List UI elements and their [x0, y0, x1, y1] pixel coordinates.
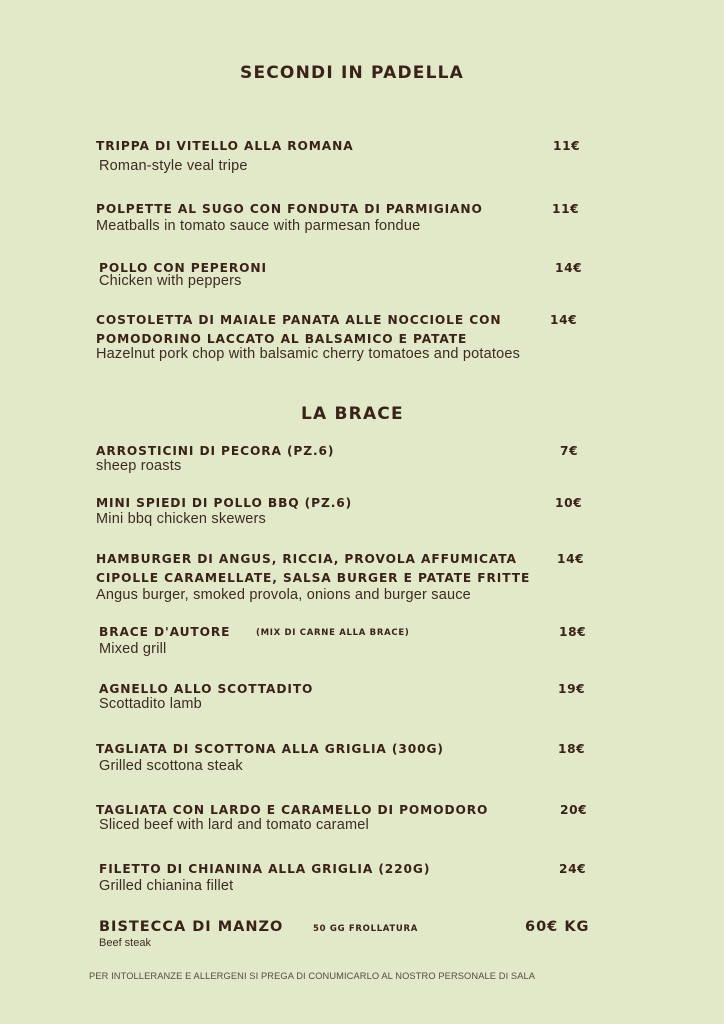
- menu-item-price: 11€: [552, 202, 580, 216]
- menu-item-price: 14€: [557, 552, 585, 566]
- menu-item-desc: Chicken with peppers: [99, 273, 242, 289]
- menu-item-desc: Sliced beef with lard and tomato caramel: [99, 817, 369, 833]
- menu-item-name: COSTOLETTA DI MAIALE PANATA ALLE NOCCIOLE CON: [96, 313, 502, 327]
- menu-item-price: 24€: [559, 862, 587, 876]
- menu-item-name: POLPETTE AL SUGO CON FONDUTA DI PARMIGIANO: [96, 202, 483, 216]
- menu-item-desc: Grilled chianina fillet: [99, 878, 234, 894]
- menu-item-name: TAGLIATA DI SCOTTONA ALLA GRIGLIA (300G): [96, 742, 444, 756]
- menu-item-price: 60€ KG: [525, 919, 590, 935]
- menu-item-name: AGNELLO ALLO SCOTTADITO: [99, 682, 314, 696]
- menu-item-price: 10€: [555, 496, 583, 510]
- menu-item-desc: Grilled scottona steak: [99, 758, 243, 774]
- menu-item-price: 14€: [555, 261, 583, 275]
- menu-item-price: 14€: [550, 313, 578, 327]
- menu-item-price: 11€: [553, 139, 581, 153]
- menu-item-desc: sheep roasts: [96, 458, 182, 474]
- menu-item-price: 18€: [559, 625, 587, 639]
- menu-item-note: 50 GG FROLLATURA: [313, 924, 419, 934]
- menu-item-name: BISTECCA DI MANZO: [99, 919, 284, 935]
- menu-item-desc: Meatballs in tomato sauce with parmesan fondue: [96, 218, 421, 234]
- menu-item-price: 20€: [560, 803, 588, 817]
- section-title-brace: LA BRACE: [301, 404, 404, 424]
- allergen-notice: PER INTOLLERANZE E ALLERGENI SI PREGA DI CONUMICARLO AL NOSTRO PERSONALE DI SALA: [89, 971, 536, 981]
- menu-item-desc: Mini bbq chicken skewers: [96, 511, 267, 527]
- menu-item-price: 19€: [558, 682, 586, 696]
- menu-item-name: HAMBURGER DI ANGUS, RICCIA, PROVOLA AFFUMICATA: [96, 552, 517, 566]
- menu-item-price: 18€: [558, 742, 586, 756]
- menu-item-name: ARROSTICINI DI PECORA (PZ.6): [96, 444, 335, 458]
- menu-item-name: TRIPPA DI VITELLO ALLA ROMANA: [96, 139, 354, 153]
- menu-item-name: TAGLIATA CON LARDO E CARAMELLO DI POMODORO: [96, 803, 489, 817]
- menu-item-note: (MIX DI CARNE ALLA BRACE): [256, 628, 410, 638]
- menu-item-desc: Hazelnut pork chop with balsamic cherry tomatoes and potatoes: [96, 346, 521, 362]
- menu-item-desc: Angus burger, smoked provola, onions and burger sauce: [96, 587, 471, 603]
- menu-item-desc: Scottadito lamb: [99, 696, 202, 712]
- menu-item-name: FILETTO DI CHIANINA ALLA GRIGLIA (220G): [99, 862, 431, 876]
- menu-item-name: MINI SPIEDI DI POLLO BBQ (PZ.6): [96, 496, 353, 510]
- menu-item-name: POLLO CON PEPERONI: [99, 261, 267, 275]
- menu-item-name-line2: POMODORINO LACCATO AL BALSAMICO E PATATE: [96, 332, 468, 346]
- section-title-padella: SECONDI IN PADELLA: [240, 63, 465, 83]
- menu-item-name: BRACE D'AUTORE: [99, 625, 231, 639]
- menu-item-name-line2: CIPOLLE CARAMELLATE, SALSA BURGER E PATATE FRITTE: [96, 571, 531, 585]
- menu-item-price: 7€: [560, 444, 579, 458]
- menu-item-desc: Beef steak: [99, 937, 151, 949]
- menu-item-desc: Roman-style veal tripe: [99, 158, 248, 174]
- menu-item-desc: Mixed grill: [99, 641, 167, 657]
